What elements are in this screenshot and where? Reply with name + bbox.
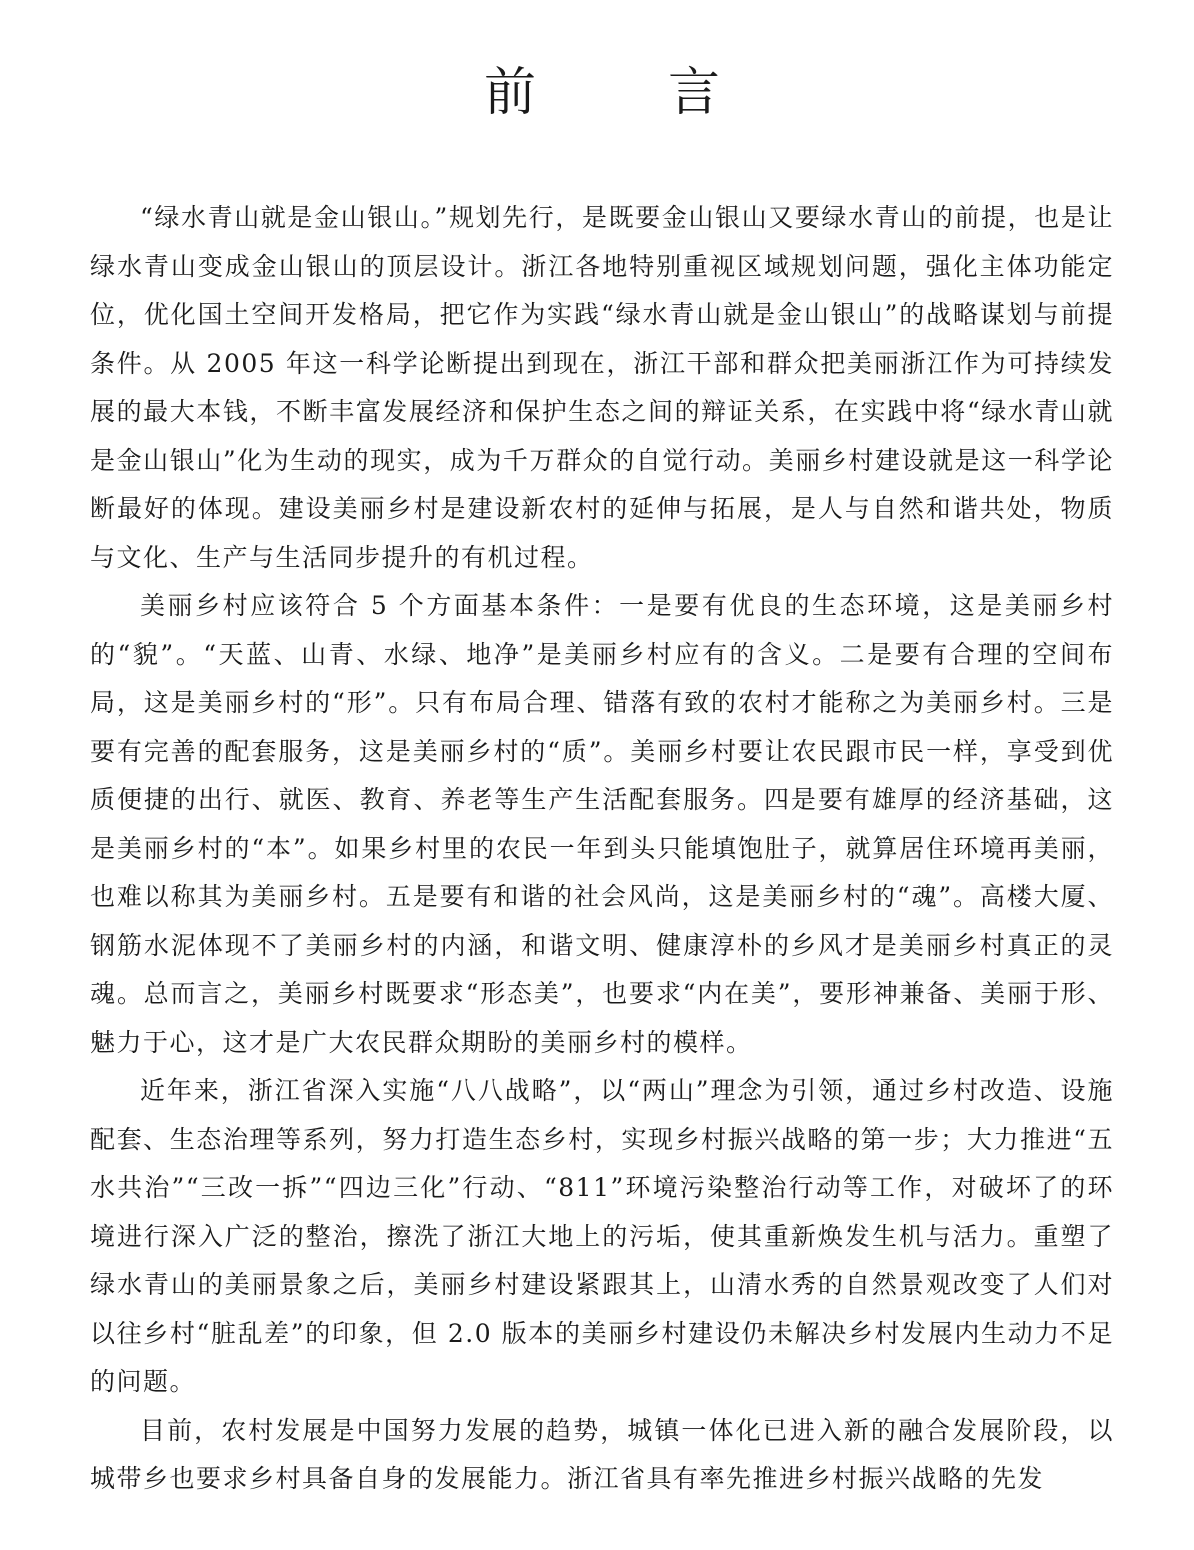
paragraph-4: 目前，农村发展是中国努力发展的趋势，城镇一体化已进入新的融合发展阶段，以城带乡也要求乡村具备自身的发展能力。浙江省具有率先推进乡村振兴战略的先发 xyxy=(90,1415,1114,1493)
paragraph-3: 近年来，浙江省深入实施“八八战略”，以“两山”理念为引领，通过乡村改造、设施配套、生态治理等系列，努力打造生态乡村，实现乡村振兴战略的第一步；大力推进“五水共治”“三改一拆”“四边三化”行动、“811”环境污染整治行动等工作，对破坏了的环境进行深入广泛的整治，擦洗了浙江大地上的污垢，使其重新焕发生机与活力。重塑了绿水青山的美丽景象之后，美丽乡村建设紧跟其上，山清水秀的自然景观改变了人们对以往乡村“脏乱差”的印象，但 2.0 版本的美丽乡村建设仍未解决乡村发展内生动力不足的问题。 xyxy=(90,1076,1114,1396)
paragraph-2: 美丽乡村应该符合 5 个方面基本条件：一是要有优良的生态环境，这是美丽乡村的“貌”。“天蓝、山青、水绿、地净”是美丽乡村应有的含义。二是要有合理的空间布局，这是美丽乡村的“形”。只有布局合理、错落有致的农村才能称之为美丽乡村。三是要有完善的配套服务，这是美丽乡村的“质”。美丽乡村要让农民跟市民一样，享受到优质便捷的出行、就医、教育、养老等生产生活配套服务。四是要有雄厚的经济基础，这是美丽乡村的“本”。如果乡村里的农民一年到头只能填饱肚子，就算居住环境再美丽，也难以称其为美丽乡村。五是要有和谐的社会风尚，这是美丽乡村的“魂”。高楼大厦、钢筋水泥体现不了美丽乡村的内涵，和谐文明、健康淳朴的乡风才是美丽乡村真正的灵魂。总而言之，美丽乡村既要求“形态美”，也要求“内在美”，要形神兼备、美丽于形、魅力于心，这才是广大农民群众期盼的美丽乡村的模样。 xyxy=(90,591,1114,1057)
paragraph-1: “绿水青山就是金山银山。”规划先行，是既要金山银山又要绿水青山的前提，也是让绿水青山变成金山银山的顶层设计。浙江各地特别重视区域规划问题，强化主体功能定位，优化国土空间开发格局，把它作为实践“绿水青山就是金山银山”的战略谋划与前提条件。从 2005 年这一科学论断提出到现在，浙江干部和群众把美丽浙江作为可持续发展的最大本钱，不断丰富发展经济和保护生态之间的辩证关系，在实践中将“绿水青山就是金山银山”化为生动的现实，成为千万群众的自觉行动。美丽乡村建设就是这一科学论断最好的体现。建设美丽乡村是建设新农村的延伸与拓展，是人与自然和谐共处，物质与文化、生产与生活同步提升的有机过程。 xyxy=(90,203,1114,572)
page-title: 前 言 xyxy=(483,63,760,123)
preface-body xyxy=(90,194,1114,1504)
document-page xyxy=(90,0,1114,1550)
